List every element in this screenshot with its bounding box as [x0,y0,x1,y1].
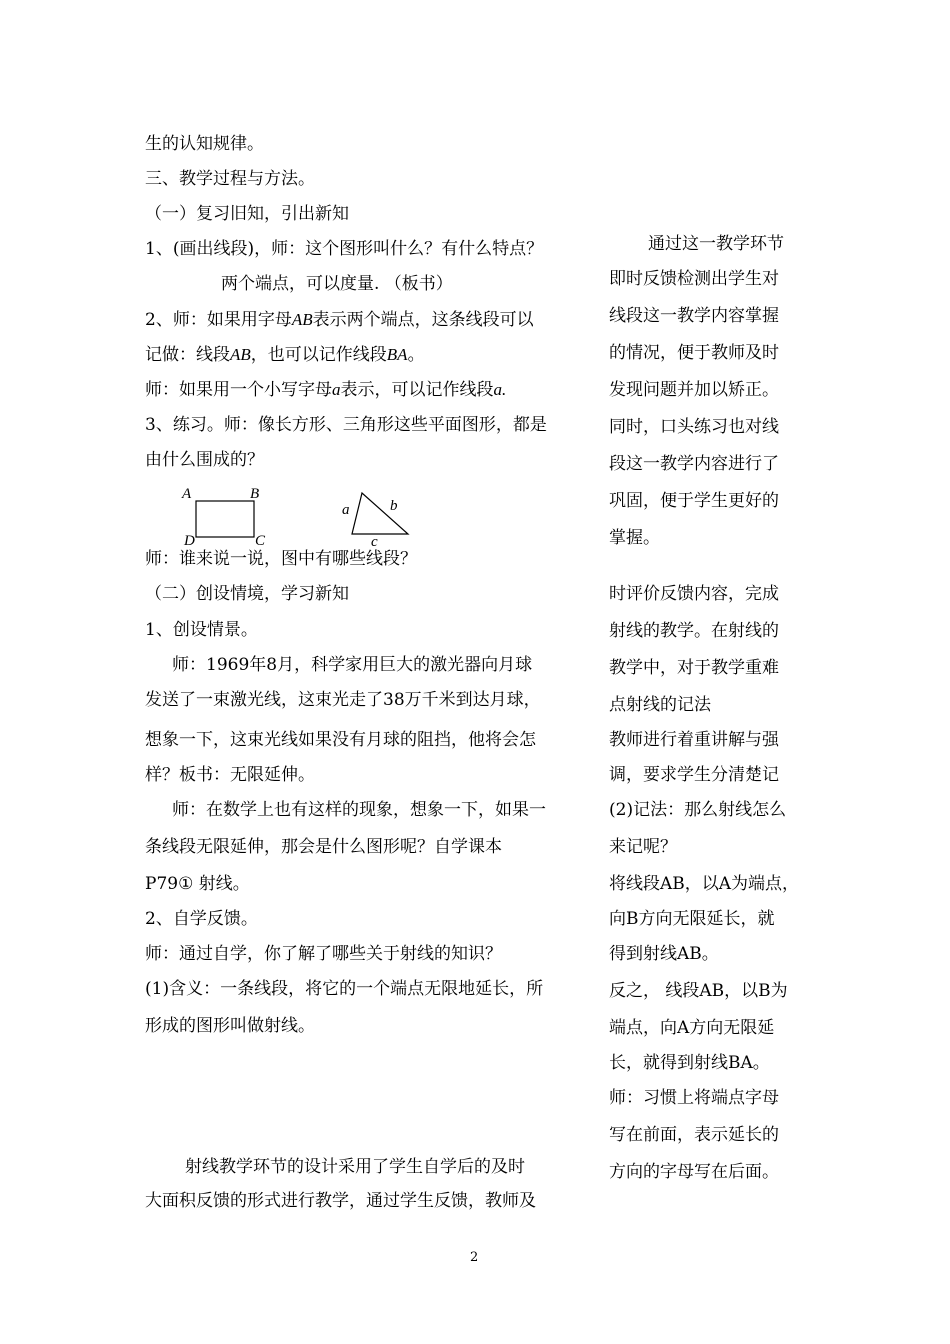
note-line: 师：习惯上将端点字母 [609,1088,779,1108]
note-line: 教师进行着重讲解与强 [609,730,779,750]
text-line: 射线教学环节的设计采用了学生自学后的及时 [185,1157,525,1177]
text-line: 由什么围成的？ [145,450,264,470]
note-line: 方向的字母写在后面。 [609,1162,779,1182]
note-line: 向B方向无限延长，就 [609,909,775,929]
section-heading: 三、教学过程与方法。 [145,169,315,189]
note-line: 巩固，便于学生更好的 [609,491,779,511]
label-c-lower: c [371,534,378,550]
note-line: 端点，向A方向无限延 [609,1018,775,1038]
label-a-lower: a [342,502,350,518]
text-line: 大面积反馈的形式进行教学，通过学生反馈，教师及 [145,1191,536,1211]
note-line: 即时反馈检测出学生对 [609,269,779,289]
label-b-upper: B [250,486,260,502]
label-d-upper: D [184,533,195,549]
note-line: 射线的教学。在射线的 [609,621,779,641]
note-line: 调，要求学生分清楚记 [609,765,779,785]
text-line: 1、创设情景。 [145,620,258,640]
note-line: 反之， 线段AB，以B为 [609,981,788,1001]
text-line: 想象一下，这束光线如果没有月球的阻挡，他将会怎 [145,730,536,750]
text-line: 2、师：如果用字母AB表示两个端点，这条线段可以 [145,310,534,330]
text-line: 师：如果用一个小写字母a表示，可以记作线段a. [145,380,507,400]
subsection-heading: （一）复习旧知，引出新知 [145,204,349,224]
text-line: 形成的图形叫做射线。 [145,1016,315,1036]
text-line: 1、(画出线段)，师：这个图形叫什么？有什么特点？ [145,239,544,259]
text-line: 样？板书：无限延伸。 [145,765,315,785]
note-line: 来记呢？ [609,837,677,857]
note-line: 通过这一教学环节 [648,234,784,254]
note-line: 点射线的记法 [609,695,711,715]
note-line: 将线段AB，以A为端点， [609,874,800,894]
label-c-upper: C [255,533,266,549]
text-line: 师：谁来说一说，图中有哪些线段？ [145,549,417,569]
note-line: 段这一教学内容进行了 [609,454,779,474]
note-line: 发现问题并加以矫正。 [609,380,779,400]
geometry-figure [178,480,418,550]
text-line: 发送了一束激光线，这束光走了38万千米到达月球， [145,690,541,710]
text-line: (1)含义：一条线段，将它的一个端点无限地延长，所 [145,979,544,999]
text-line: 2、自学反馈。 [145,909,258,929]
text-line: 条线段无限延伸，那会是什么图形呢？自学课本 [145,837,502,857]
note-line: (2)记法：那么射线怎么 [609,800,787,820]
page-number: 2 [470,1250,479,1265]
text-line: 生的认知规律。 [145,134,264,154]
note-line: 教学中，对于教学重难 [609,658,779,678]
text-line: 师：通过自学，你了解了哪些关于射线的知识？ [145,944,502,964]
text-line: 记做：线段AB，也可以记作线段BA。 [145,345,425,365]
note-line: 掌握。 [609,528,660,548]
note-line: 写在前面，表示延长的 [609,1125,779,1145]
note-line: 长，就得到射线BA。 [609,1053,770,1073]
subsection-heading: （二）创设情境，学习新知 [145,584,349,604]
note-line: 的情况，便于教师及时 [609,343,779,363]
rectangle-abcd [196,501,254,537]
text-line: 两个端点，可以度量. （板书） [221,274,453,294]
label-a-upper: A [182,486,192,502]
note-line: 线段这一教学内容掌握 [609,306,779,326]
triangle [352,493,408,534]
label-b-lower: b [390,498,398,514]
text-line: 3、练习。师：像长方形、三角形这些平面图形，都是 [145,415,547,435]
note-line: 得到射线AB。 [609,944,719,964]
text-line: P79① 射线。 [145,874,250,894]
text-line: 师：在数学上也有这样的现象，想象一下，如果一 [172,800,546,820]
note-line: 同时，口头练习也对线 [609,417,779,437]
text-line: 师：1969年8月，科学家用巨大的激光器向月球 [172,655,533,675]
note-line: 时评价反馈内容，完成 [609,584,779,604]
